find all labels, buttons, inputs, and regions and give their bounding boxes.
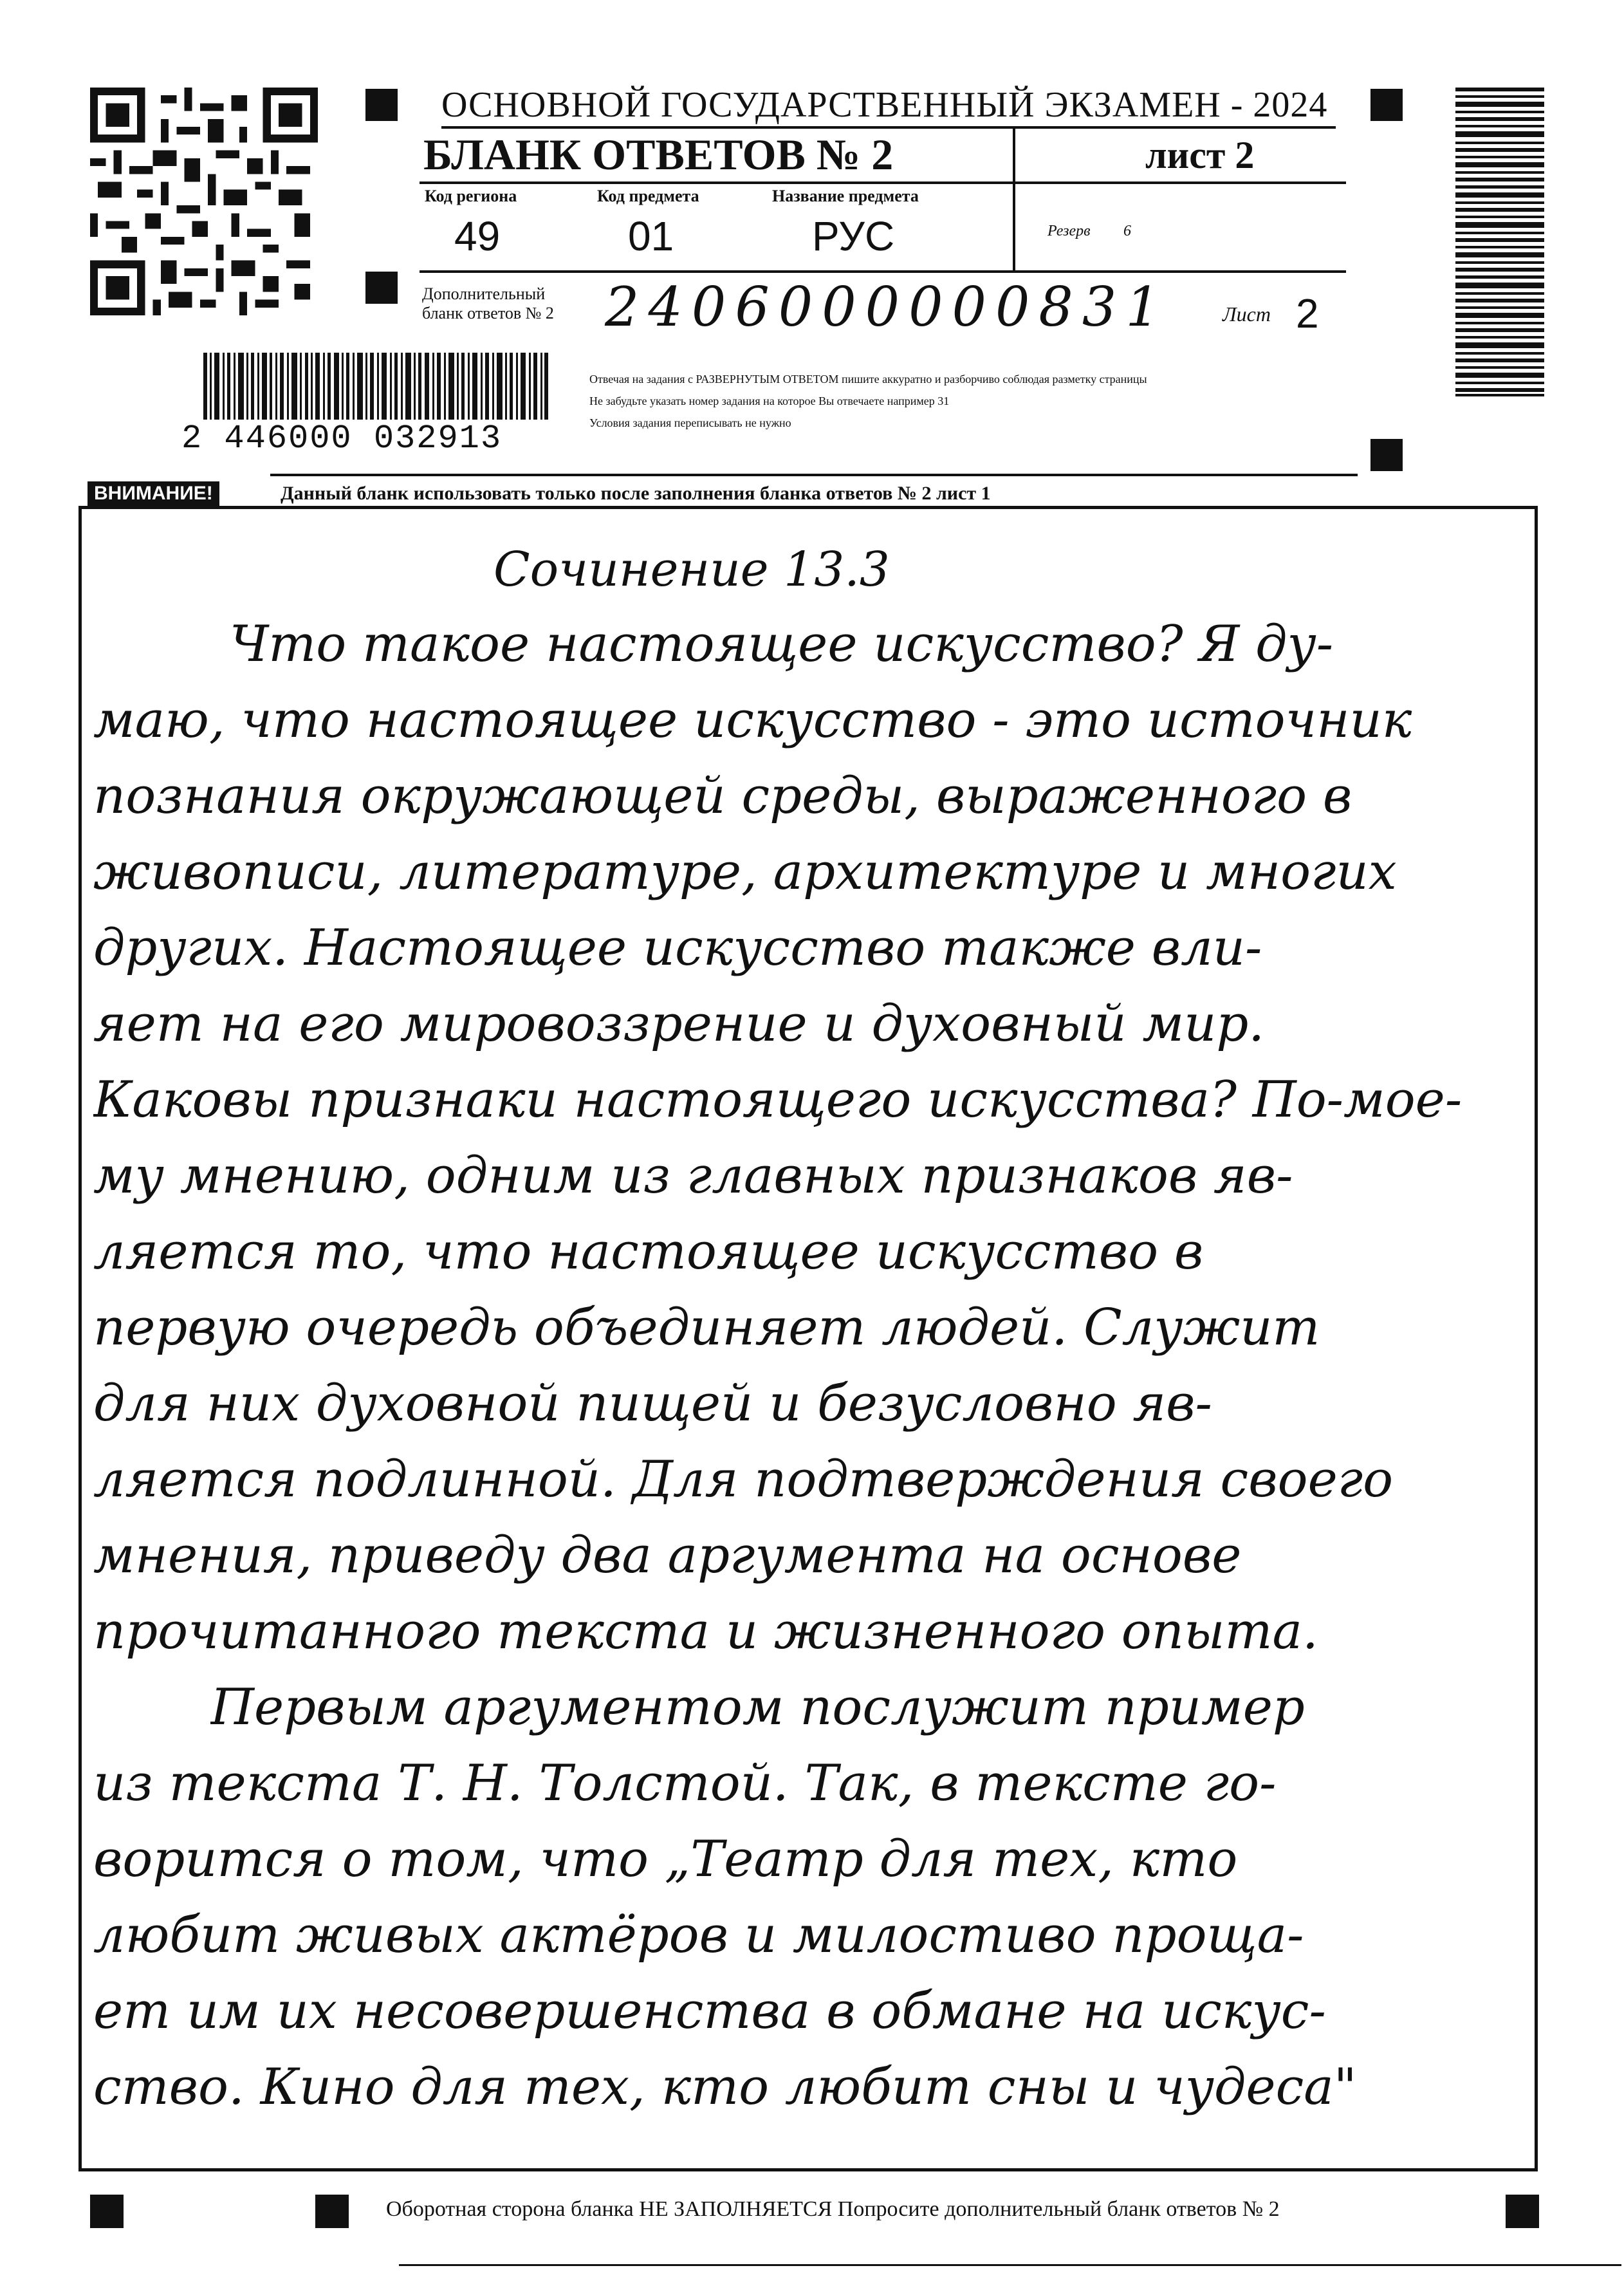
subject-code-value: 01: [628, 213, 674, 259]
essay-line: му мнению, одним из главных признаков яв-: [93, 1147, 1293, 1205]
essay-line: ство. Кино для тех, кто любит сны и чудеса": [93, 2058, 1357, 2116]
sheet-label: лист 2: [1145, 134, 1255, 176]
alignment-marker: [1370, 89, 1403, 121]
instruction-line: Условия задания переписывать не нужно: [589, 416, 791, 429]
sheet-number-label: Лист: [1223, 302, 1271, 326]
reserve-value: 6: [1123, 223, 1131, 239]
essay-line: для них духовной пищей и безусловно яв-: [93, 1375, 1212, 1433]
essay-line: ляется подлинной. Для подтверждения своего: [93, 1451, 1394, 1509]
essay-line: маю, что настоящее искусство - это источник: [93, 691, 1412, 749]
sheet-number-value: 2: [1296, 290, 1319, 337]
instruction-line: Отвечая на задания с РАЗВЕРНУТЫМ ОТВЕТОМ пишите аккуратно и разборчиво соблюдая разметку страницы: [589, 373, 1147, 386]
alignment-marker: [365, 89, 398, 121]
alignment-marker: [90, 2195, 124, 2228]
header-vertical-divider: [1013, 129, 1015, 270]
barcode: [203, 353, 548, 420]
reserve-label: Резерв: [1047, 223, 1091, 239]
region-code-label: Код региона: [425, 187, 517, 205]
qr-code: [90, 88, 318, 315]
additional-form-number: 2406000000831: [605, 275, 1169, 339]
essay-line: первую очередь объединяет людей. Служит: [93, 1299, 1320, 1357]
essay-line: прочитанного текста и жизненного опыта.: [93, 1603, 1318, 1660]
essay-line: живописи, литературе, архитектуре и многих: [93, 843, 1397, 901]
essay-line: любит живых актёров и милостиво проща-: [93, 1906, 1304, 1964]
subject-name-value: РУС: [812, 213, 895, 259]
essay-line: мнения, приведу два аргумента на основе: [93, 1527, 1242, 1585]
alignment-marker: [1370, 439, 1403, 471]
header-divider: [420, 181, 1346, 184]
essay-line: других. Настоящее искусство также вли-: [93, 919, 1262, 977]
alignment-marker: [315, 2195, 349, 2228]
essay-line: ляется то, что настоящее искусство в: [93, 1223, 1204, 1281]
additional-form-label: [422, 284, 554, 323]
essay-line: Что такое настоящее искусство? Я ду-: [230, 615, 1334, 673]
exam-title: ОСНОВНОЙ ГОСУДАРСТВЕННЫЙ ЭКЗАМЕН - 2024: [441, 84, 1336, 129]
region-code-value: 49: [454, 213, 501, 259]
alignment-marker: [1506, 2195, 1539, 2228]
instruction-line: Не забудьте указать номер задания на которое Вы отвечаете например 31: [589, 395, 950, 407]
warning-text: Данный бланк использовать только после заполнения бланка ответов № 2 лист 1: [281, 483, 991, 504]
subject-code-label: Код предмета: [597, 187, 699, 205]
essay-heading: Сочинение 13.3: [494, 542, 890, 597]
additional-form-label-line1: Дополнительный: [422, 284, 546, 303]
footer-text: Оборотная сторона бланка НЕ ЗАПОЛНЯЕТСЯ Попросите дополнительный бланк ответов № 2: [386, 2197, 1280, 2221]
essay-line: Каковы признаки настоящего искусства? По-моe-: [93, 1071, 1463, 1129]
essay-line: ет им их несовершенства в обмане на искус-: [93, 1982, 1326, 2040]
additional-form-label-line2: бланк ответов № 2: [422, 304, 554, 322]
essay-line: ворится о том, что „Театр для тех, кто: [93, 1830, 1238, 1888]
header-rule: [270, 474, 1358, 476]
barcode-number: 2 446000 032913: [181, 420, 503, 458]
side-barcode: [1455, 88, 1544, 396]
essay-line: познания окружающей среды, выраженного в: [93, 767, 1352, 825]
answer-area: [78, 506, 1538, 2171]
essay-line: Первым аргументом послужит пример: [210, 1678, 1305, 1736]
essay-line: из текста Т. Н. Толстой. Так, в тексте го-: [93, 1754, 1277, 1812]
warning-badge: ВНИМАНИЕ!: [88, 481, 219, 506]
subject-name-label: Название предмета: [772, 187, 919, 205]
alignment-marker: [365, 272, 398, 304]
form-title: БЛАНК ОТВЕТОВ № 2: [423, 130, 894, 179]
essay-line: яет на его мировоззрение и духовный мир.: [93, 995, 1265, 1053]
header-divider: [420, 270, 1346, 273]
instructions: [589, 368, 1147, 434]
footer-rule: [399, 2264, 1621, 2266]
